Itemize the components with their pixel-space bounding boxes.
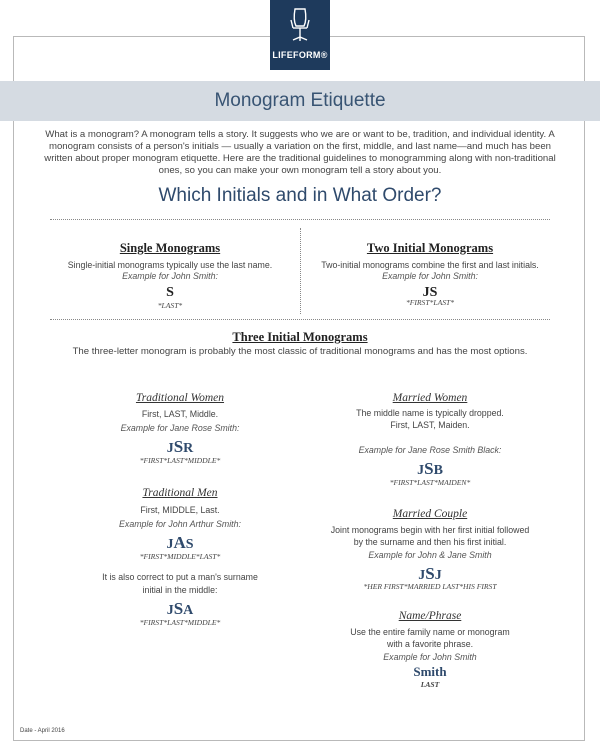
married-couple-title: Married Couple [392, 508, 468, 520]
two-initial-caption: *FIRST*LAST* [405, 298, 455, 307]
two-initial-monogram: JS [422, 285, 438, 300]
married-couple-monogram: JSJ [418, 564, 442, 583]
single-monograms-title: Single Monograms [119, 241, 221, 255]
married-couple-rule1: Joint monograms begin with her first initial followed [330, 525, 530, 535]
single-monograms-text: Single-initial monograms typically use the last name. [67, 260, 273, 270]
traditional-men-alt-line1: It is also correct to put a man's surname [102, 572, 258, 582]
traditional-men-title: Traditional Men [142, 487, 218, 499]
married-women-rule2: First, LAST, Maiden. [390, 420, 470, 430]
two-initial-title: Two Initial Monograms [366, 241, 494, 255]
traditional-men-alt-caption: *FIRST*LAST*MIDDLE* [139, 618, 221, 627]
intro-paragraph: What is a monogram? A monogram tells a story. It suggests who we are or want to be, tradition, and individual identity. A monogram consists of a person's initials — usually a variation on the first, middle, and last name—and much has been written about proper monogram etiquette. Here are the traditional guidelines to monogramming along with non-traditional ones, so you can make your own monogram tell a story about you. [44, 129, 556, 176]
single-monograms-example: Example for John Smith: [122, 271, 218, 281]
married-women-example: Example for Jane Rose Smith Black: [358, 445, 502, 455]
page-title: Monogram Etiquette [214, 90, 386, 111]
name-phrase-example: Example for John Smith [383, 652, 477, 662]
married-women-title: Married Women [392, 392, 468, 404]
traditional-women-example: Example for Jane Rose Smith: [120, 423, 240, 433]
name-phrase-monogram: Smith [413, 664, 447, 679]
married-couple-example: Example for John & Jane Smith [368, 550, 492, 560]
chair-icon [288, 6, 312, 46]
married-women-rule1: The middle name is typically dropped. [356, 408, 504, 418]
three-initial-text: The three-letter monogram is probably the most classic of traditional monograms and has the most options. [72, 346, 528, 357]
married-women-caption: *FIRST*LAST*MAIDEN* [389, 478, 471, 487]
divider [50, 219, 550, 220]
name-phrase-title: Name/Phrase [398, 610, 462, 622]
name-phrase-rule1: Use the entire family name or monogram [350, 627, 510, 637]
single-monogram-caption: *LAST* [157, 301, 183, 310]
traditional-men-monogram: JAS [166, 533, 194, 552]
three-initial-title: Three Initial Monograms [232, 330, 368, 344]
married-couple-rule2: by the surname and then his first initial. [353, 537, 507, 547]
two-initial-example: Example for John Smith: [382, 271, 478, 281]
two-initial-text: Two-initial monograms combine the first and last initials. [321, 260, 539, 270]
footer-date: Date - April 2016 [20, 728, 65, 734]
married-couple-caption: *HER FIRST*MARRIED LAST*HIS FIRST [363, 582, 497, 591]
traditional-men-alt-monogram: JSA [166, 599, 194, 618]
single-monogram: S [166, 285, 174, 300]
brand-logo [270, 0, 330, 70]
traditional-women-caption: *FIRST*LAST*MIDDLE* [139, 456, 221, 465]
name-phrase-caption: LAST [420, 680, 440, 689]
title-band [0, 81, 600, 121]
brand-name: LIFEFORM® [272, 50, 328, 60]
traditional-women-title: Traditional Women [135, 392, 225, 404]
traditional-men-alt-line2: initial in the middle: [142, 585, 218, 595]
section-heading: Which Initials and in What Order? [158, 185, 442, 206]
traditional-men-caption: *FIRST*MIDDLE*LAST* [139, 552, 221, 561]
traditional-women-monogram: JSR [166, 437, 194, 456]
traditional-men-rule: First, MIDDLE, Last. [140, 505, 220, 515]
column-divider [300, 228, 301, 314]
traditional-men-example: Example for John Arthur Smith: [119, 519, 241, 529]
married-women-monogram: JSB [417, 459, 443, 478]
traditional-women-rule: First, LAST, Middle. [141, 409, 219, 419]
name-phrase-rule2: with a favorite phrase. [386, 639, 474, 649]
divider [50, 319, 550, 320]
